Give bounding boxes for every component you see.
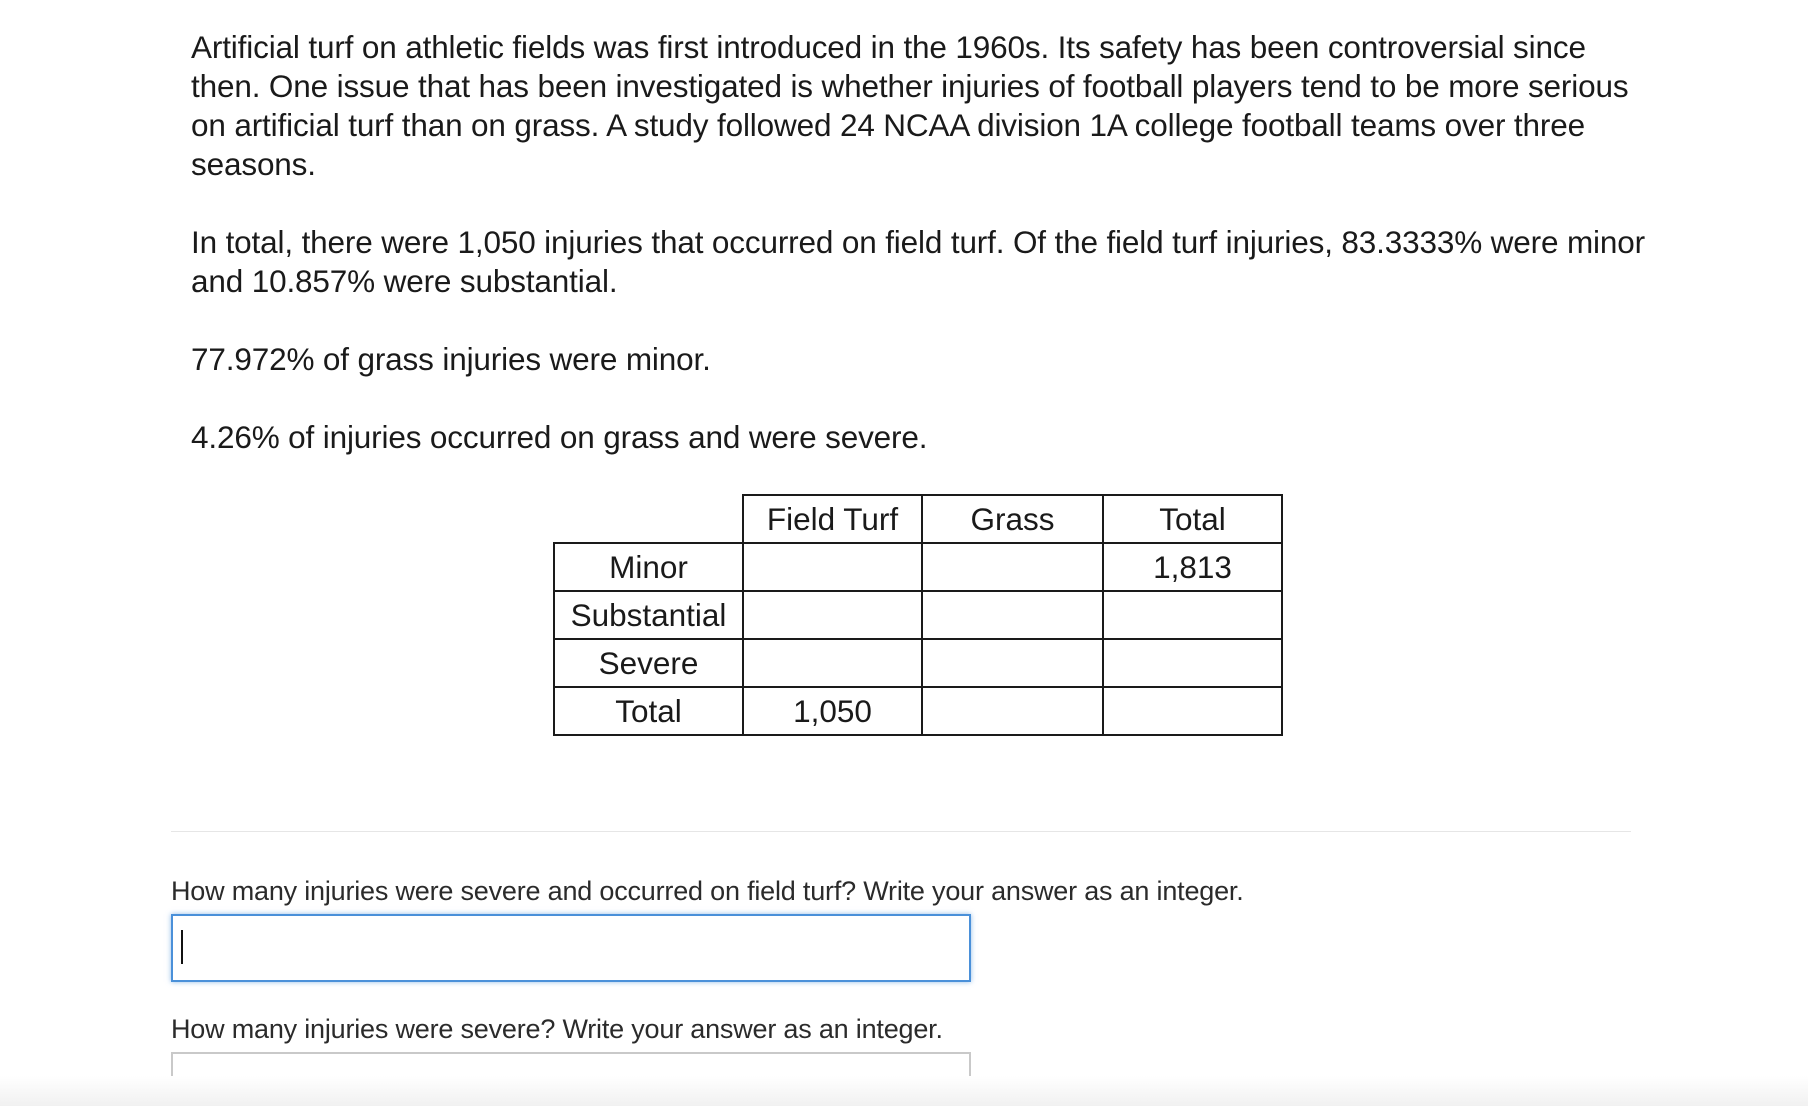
cell-severe-grass xyxy=(922,639,1103,687)
section-divider xyxy=(171,831,1631,832)
cell-minor-field-turf xyxy=(743,543,922,591)
header-grass: Grass xyxy=(922,495,1103,543)
text-caret xyxy=(181,930,183,964)
cell-total-field-turf: 1,050 xyxy=(743,687,922,735)
cell-severe-total xyxy=(1103,639,1282,687)
question-severe-field-turf: How many injuries were severe and occurred on field turf? Write your answer as an integer. xyxy=(171,876,1244,906)
page-bottom-shade xyxy=(0,1076,1808,1106)
passage-paragraph-grass-severe: 4.26% of injuries occurred on grass and were severe. xyxy=(191,419,928,455)
header-total: Total xyxy=(1103,495,1282,543)
injury-contingency-table xyxy=(553,494,1283,736)
row-label-minor: Minor xyxy=(554,543,743,591)
table-row-severe xyxy=(554,639,1282,687)
header-field-turf: Field Turf xyxy=(743,495,922,543)
problem-passage xyxy=(191,28,1671,496)
passage-paragraph-field-turf: In total, there were 1,050 injuries that occurred on field turf. Of the field turf injuries, 83.3333% were minor and 10.857% were substantial. xyxy=(191,224,1645,299)
passage-paragraph-intro: Artificial turf on athletic fields was first introduced in the 1960s. Its safety has been controversial since then. One issue that has been investigated is whether injuries of football players tend to be more serious on artificial turf than on grass. A study followed 24 NCAA division 1A college football teams over three seasons. xyxy=(191,29,1629,182)
answer-input-severe-field-turf[interactable] xyxy=(171,914,971,982)
table-row-total xyxy=(554,687,1282,735)
cell-minor-total: 1,813 xyxy=(1103,543,1282,591)
table-row-minor xyxy=(554,543,1282,591)
cell-total-grass xyxy=(922,687,1103,735)
table-header-row xyxy=(554,495,1282,543)
passage-paragraph-grass-minor: 77.972% of grass injuries were minor. xyxy=(191,341,711,377)
cell-minor-grass xyxy=(922,543,1103,591)
cell-substantial-grass xyxy=(922,591,1103,639)
cell-substantial-total xyxy=(1103,591,1282,639)
cell-severe-field-turf xyxy=(743,639,922,687)
table-corner-cell xyxy=(554,495,743,543)
question-severe-total: How many injuries were severe? Write your answer as an integer. xyxy=(171,1014,943,1044)
row-label-substantial: Substantial xyxy=(554,591,743,639)
row-label-severe: Severe xyxy=(554,639,743,687)
table-row-substantial xyxy=(554,591,1282,639)
cell-substantial-field-turf xyxy=(743,591,922,639)
row-label-total: Total xyxy=(554,687,743,735)
cell-total-total xyxy=(1103,687,1282,735)
